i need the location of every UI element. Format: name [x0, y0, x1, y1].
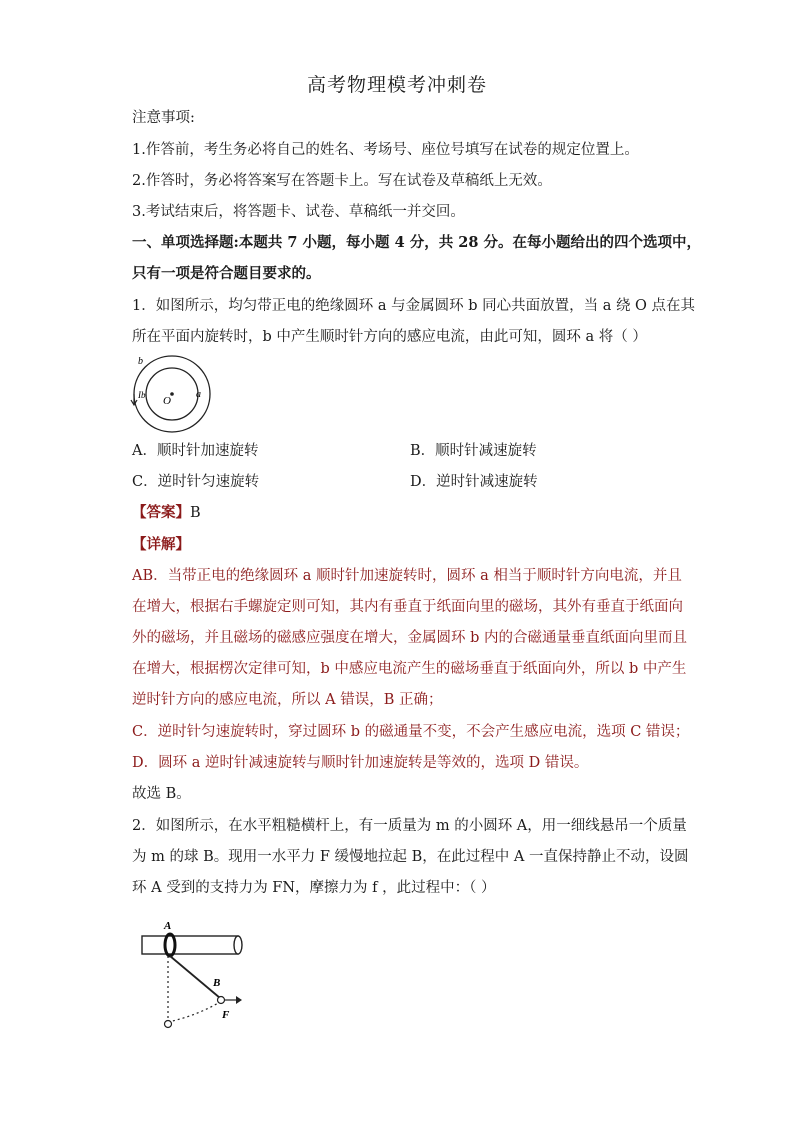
q1-stem: 1．如图所示，均匀带正电的绝缘圆环 a 与金属圆环 b 同心共面放置，当 a 绕 O 点在其: [132, 298, 696, 314]
label-b: b: [138, 356, 143, 367]
q1-ring-figure: [128, 352, 218, 432]
label-ib: Ib: [138, 390, 146, 400]
q1-option-a: A．顺时针加速旋转: [132, 443, 259, 459]
notice-item: 3.考试结束后，将答题卡、试卷、草稿纸一并交回。: [132, 204, 465, 220]
q1-detail-line: 在增大，根据右手螺旋定则可知，其内有垂直于纸面向里的磁场，其外有垂直于纸面向: [132, 599, 683, 615]
section-heading: 一、单项选择题:本题共 7 小题，每小题 4 分，共 28 分。在每小题给出的四个选项中，: [132, 234, 701, 251]
q1-detail-line: D．圆环 a 逆时针减速旋转与顺时针加速旋转是等效的，选项 D 错误。: [132, 755, 589, 771]
q1-detail-line: AB．当带正电的绝缘圆环 a 顺时针加速旋转时，圆环 a 相当于顺时针方向电流，并且: [132, 568, 682, 584]
ring-A: [165, 934, 175, 956]
q1-option-d: D．逆时针减速旋转: [410, 474, 538, 490]
q1-detail-line: C．逆时针匀速旋转时，穿过圆环 b 的磁通量不变，不会产生感应电流，选项 C 错误；: [132, 724, 690, 740]
q1-conclusion: 故选 B。: [132, 786, 191, 802]
label-B: B: [213, 977, 221, 989]
section-heading-cont: 只有一项是符合题目要求的。: [132, 265, 321, 282]
q2-rod-figure: [136, 916, 256, 1034]
q1-option-c: C．逆时针匀速旋转: [132, 474, 260, 490]
q1-stem: 所在平面内旋转时，b 中产生顺时针方向的感应电流，由此可知，圆环 a 将（ ）: [132, 329, 647, 345]
current-arrow-icon: [131, 394, 137, 405]
page-title: 高考物理模考冲刺卷: [306, 74, 487, 96]
label-O: O: [163, 395, 171, 407]
q1-answer: [132, 503, 672, 523]
notice-item: 1.作答前，考生务必将自己的姓名、考场号、座位号填写在试卷的规定位置上。: [132, 142, 639, 158]
q1-detail-tag: [132, 535, 672, 555]
answer-tag: 【答案】: [132, 504, 190, 521]
label-A: A: [164, 920, 172, 932]
horizontal-rod: [142, 936, 238, 954]
ball-path-dotted: [168, 1002, 220, 1022]
q1-option-b: B．顺时针减速旋转: [410, 443, 537, 459]
notice-heading: 注意事项:: [132, 110, 195, 126]
label-a: a: [196, 389, 201, 400]
q2-stem: 为 m 的球 B。现用一水平力 F 缓慢地拉起 B，在此过程中 A 一直保持静止不动，设圆: [132, 849, 689, 865]
label-F: F: [222, 1009, 230, 1021]
initial-ball: [165, 1021, 172, 1028]
notice-item: 2.作答时，务必将答案写在答题卡上。写在试卷及草稿纸上无效。: [132, 173, 552, 189]
q1-detail-line: 逆时针方向的感应电流，所以 A 错误，B 正确；: [132, 692, 443, 708]
rod-end: [234, 936, 242, 954]
q1-detail-line: 外的磁场，并且磁场的磁感应强度在增大，金属圆环 b 内的合磁通量垂直纸面向里而且: [132, 630, 687, 646]
ball-B: [218, 997, 225, 1004]
answer-value: B: [190, 505, 201, 521]
detail-tag: 【详解】: [132, 536, 190, 553]
q2-stem: 环 A 受到的支持力为 FN，摩擦力为 f ，此过程中：（ ）: [132, 880, 496, 896]
q1-detail-line: 在增大，根据楞次定律可知，b 中感应电流产生的磁场垂直于纸面向外，所以 b 中产生: [132, 661, 687, 677]
q2-stem: 2．如图所示，在水平粗糙横杆上，有一质量为 m 的小圆环 A，用一细线悬吊一个质量: [132, 818, 687, 834]
arrow-right-icon: [236, 996, 242, 1004]
